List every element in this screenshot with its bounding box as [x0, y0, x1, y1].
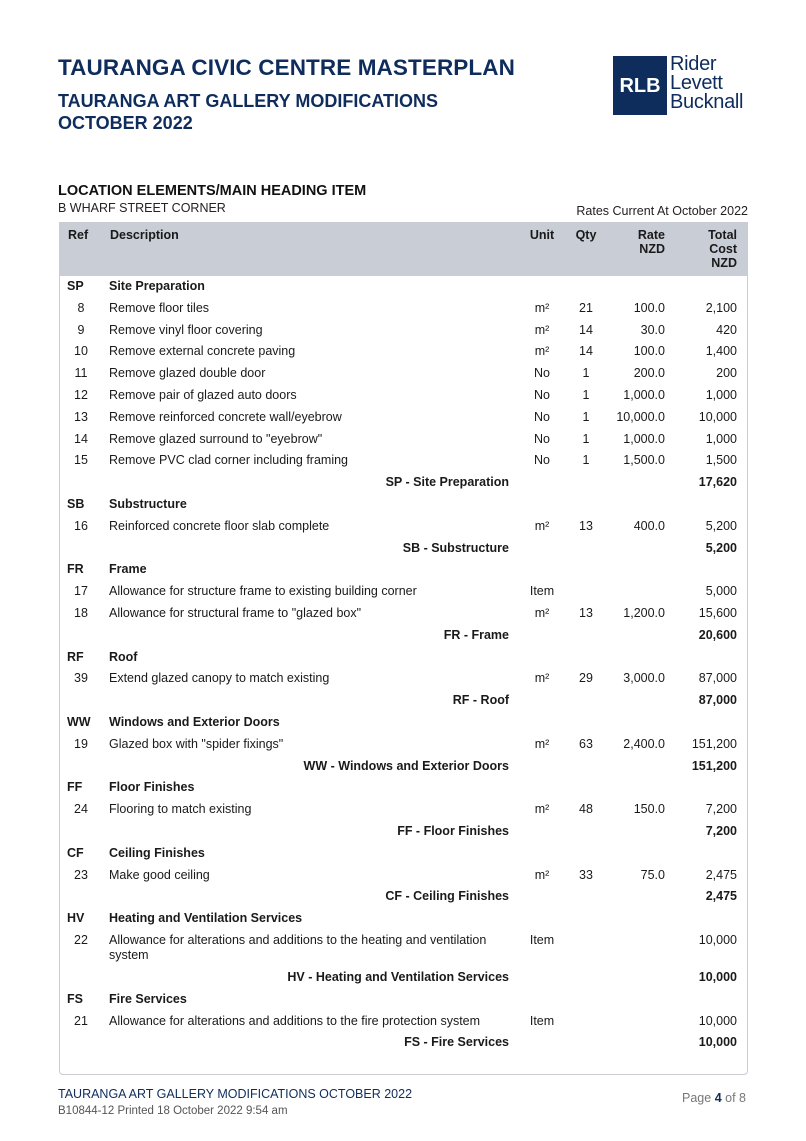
empty-cell	[60, 472, 102, 494]
empty-cell	[673, 843, 747, 865]
empty-cell	[605, 908, 673, 930]
empty-cell	[517, 690, 567, 712]
item-qty: 21	[579, 300, 593, 315]
empty-cell	[517, 559, 567, 581]
item-total: 10,000	[698, 932, 737, 947]
item-description: Extend glazed canopy to match existing	[109, 671, 330, 686]
empty-cell	[605, 756, 673, 778]
group-name: Floor Finishes	[109, 780, 195, 795]
item-description: Allowance for alterations and additions to the fire protection system	[109, 1013, 481, 1028]
table-row	[60, 320, 747, 342]
empty-cell	[60, 967, 102, 989]
item-qty: 1	[582, 387, 590, 402]
empty-cell	[605, 276, 673, 298]
group-header-row	[60, 908, 747, 930]
item-unit: Item	[529, 584, 555, 599]
table-row	[60, 363, 747, 385]
subtotal-label: WW - Windows and Exterior Doors	[303, 758, 509, 773]
table-body	[60, 276, 747, 1054]
item-total: 10,000	[698, 1013, 737, 1028]
table-row	[60, 385, 747, 407]
group-code: FF	[67, 780, 83, 795]
col-rate	[605, 223, 673, 276]
empty-cell	[673, 647, 747, 669]
item-rate: 10,000.0	[616, 409, 665, 424]
empty-cell	[567, 989, 605, 1011]
col-rate-l2: NZD	[639, 242, 665, 256]
empty-cell	[605, 538, 673, 560]
subtotal-row	[60, 821, 747, 843]
empty-cell	[605, 625, 673, 647]
footer-doc-title: TAURANGA ART GALLERY MODIFICATIONS OCTOBER 2022	[58, 1087, 413, 1101]
table-row	[60, 516, 747, 538]
item-rate: 1,000.0	[623, 387, 665, 402]
empty-cell	[60, 690, 102, 712]
subtotal-label: SB - Substructure	[402, 540, 509, 555]
group-code: FR	[67, 562, 84, 577]
group-header-row	[60, 276, 747, 298]
logo-line-2: Levett	[670, 72, 723, 94]
empty-cell	[517, 625, 567, 647]
page-current: 4	[714, 1091, 722, 1105]
subtitle-line-2: OCTOBER 2022	[58, 113, 193, 133]
empty-cell	[517, 647, 567, 669]
group-code: SB	[67, 496, 85, 511]
item-qty	[567, 1011, 605, 1033]
empty-cell	[517, 989, 567, 1011]
empty-cell	[567, 756, 605, 778]
group-header-row	[60, 777, 747, 799]
empty-cell	[517, 777, 567, 799]
group-name: Fire Services	[109, 991, 187, 1006]
subtotal-row	[60, 886, 747, 908]
group-name: Heating and Ventilation Services	[109, 911, 303, 926]
item-unit: m²	[534, 322, 550, 337]
subtotal-row	[60, 472, 747, 494]
item-qty	[567, 930, 605, 967]
col-rate-l1: Rate	[637, 228, 665, 242]
item-ref: 13	[74, 409, 88, 424]
item-ref: 8	[77, 300, 85, 315]
item-ref: 23	[74, 867, 88, 882]
empty-cell	[567, 967, 605, 989]
empty-cell	[517, 886, 567, 908]
group-code: SP	[67, 279, 84, 293]
col-qty: Qty	[575, 228, 597, 242]
item-qty: 63	[579, 736, 593, 751]
page-number	[682, 1091, 746, 1105]
report-subtitle	[58, 90, 438, 134]
item-rate: 1,200.0	[623, 605, 665, 620]
item-total: 420	[716, 322, 737, 337]
item-ref: 16	[74, 518, 88, 533]
subtotal-label: FF - Floor Finishes	[397, 823, 509, 838]
subtotal-value: 10,000	[698, 969, 737, 984]
group-name: Windows and Exterior Doors	[109, 714, 280, 729]
item-description: Reinforced concrete floor slab complete	[109, 518, 330, 533]
item-unit: No	[534, 409, 550, 424]
item-total: 200	[716, 366, 737, 381]
item-qty: 1	[582, 431, 590, 446]
group-code: WW	[67, 714, 91, 729]
empty-cell	[567, 777, 605, 799]
item-ref: 15	[74, 453, 88, 468]
item-ref: 17	[74, 584, 88, 599]
rlb-logo	[613, 53, 753, 118]
col-total-l2: NZD	[711, 256, 737, 270]
empty-cell	[605, 472, 673, 494]
item-ref: 39	[74, 671, 88, 686]
item-ref: 24	[74, 802, 88, 817]
item-total: 87,000	[698, 671, 737, 686]
item-description: Flooring to match existing	[109, 802, 252, 817]
cost-table	[60, 223, 747, 1054]
table-row	[60, 407, 747, 429]
empty-cell	[673, 989, 747, 1011]
item-rate	[605, 1011, 673, 1033]
empty-cell	[517, 712, 567, 734]
item-description: Allowance for structure frame to existing building corner	[109, 584, 417, 599]
table-row	[60, 429, 747, 451]
logo-wordmark	[670, 55, 743, 112]
empty-cell	[567, 494, 605, 516]
item-total: 1,000	[705, 431, 737, 446]
group-name: Roof	[109, 649, 138, 664]
item-qty: 1	[582, 409, 590, 424]
item-description: Remove reinforced concrete wall/eyebrow	[109, 409, 342, 424]
logo-line-1: Rider	[670, 53, 717, 75]
subtotal-value: 7,200	[705, 823, 737, 838]
logo-line-3: Bucknall	[670, 91, 744, 113]
report-title: TAURANGA CIVIC CENTRE MASTERPLAN	[58, 55, 515, 80]
empty-cell	[605, 989, 673, 1011]
table-row	[60, 734, 747, 756]
item-qty: 14	[579, 322, 593, 337]
empty-cell	[517, 538, 567, 560]
item-description: Remove glazed double door	[109, 366, 266, 381]
item-rate: 3,000.0	[623, 671, 665, 686]
empty-cell	[567, 843, 605, 865]
item-rate: 1,500.0	[623, 453, 665, 468]
footer-print-info: B10844-12 Printed 18 October 2022 9:54 am	[58, 1105, 288, 1117]
empty-cell	[60, 821, 102, 843]
subtotal-row	[60, 967, 747, 989]
item-total: 15,600	[698, 605, 737, 620]
empty-cell	[567, 712, 605, 734]
empty-cell	[605, 690, 673, 712]
item-rate: 400.0	[633, 518, 665, 533]
item-unit: m²	[534, 300, 550, 315]
empty-cell	[673, 712, 747, 734]
item-unit: No	[534, 453, 550, 468]
item-unit: No	[534, 387, 550, 402]
table-header-row	[60, 223, 747, 276]
subtotal-row	[60, 1032, 747, 1054]
subtotal-row	[60, 756, 747, 778]
item-total: 10,000	[698, 409, 737, 424]
subtotal-value: 2,475	[705, 889, 737, 904]
table-row	[60, 1011, 747, 1033]
item-ref: 14	[74, 431, 88, 446]
empty-cell	[517, 472, 567, 494]
subtotal-value: 20,600	[698, 627, 737, 642]
empty-cell	[605, 967, 673, 989]
empty-cell	[60, 756, 102, 778]
item-rate: 150.0	[633, 802, 665, 817]
empty-cell	[517, 756, 567, 778]
item-description: Remove floor tiles	[109, 300, 210, 315]
item-ref: 9	[77, 322, 85, 337]
item-qty: 29	[579, 671, 593, 686]
item-qty: 33	[579, 867, 593, 882]
item-qty: 1	[582, 366, 590, 381]
empty-cell	[517, 967, 567, 989]
subtotal-label: CF - Ceiling Finishes	[385, 889, 509, 904]
item-description: Make good ceiling	[109, 867, 210, 882]
item-ref: 22	[74, 932, 88, 947]
empty-cell	[60, 886, 102, 908]
rates-note: Rates Current At October 2022	[576, 204, 748, 218]
item-ref: 19	[74, 736, 88, 751]
empty-cell	[517, 1032, 567, 1054]
section-subheading: B WHARF STREET CORNER	[58, 201, 226, 215]
empty-cell	[567, 690, 605, 712]
col-unit: Unit	[529, 228, 555, 242]
item-unit: m²	[534, 344, 550, 359]
empty-cell	[567, 908, 605, 930]
page-prefix: Page	[682, 1091, 712, 1105]
table-row	[60, 581, 747, 603]
empty-cell	[605, 777, 673, 799]
item-qty: 1	[582, 453, 590, 468]
group-header-row	[60, 712, 747, 734]
subtotal-value: 151,200	[691, 758, 737, 773]
item-unit: m²	[534, 736, 550, 751]
item-rate	[605, 930, 673, 967]
group-header-row	[60, 989, 747, 1011]
item-ref: 18	[74, 605, 88, 620]
subtotal-label: RF - Roof	[452, 693, 509, 708]
empty-cell	[567, 472, 605, 494]
group-header-row	[60, 494, 747, 516]
empty-cell	[567, 276, 605, 298]
item-description: Glazed box with "spider fixings"	[109, 736, 284, 751]
item-rate: 75.0	[640, 867, 665, 882]
empty-cell	[673, 908, 747, 930]
col-total-l1: Total Cost	[708, 228, 737, 256]
empty-cell	[567, 821, 605, 843]
item-qty: 13	[579, 518, 593, 533]
empty-cell	[605, 843, 673, 865]
empty-cell	[567, 886, 605, 908]
col-total	[673, 223, 747, 276]
item-description: Remove pair of glazed auto doors	[109, 387, 297, 402]
subtotal-value: 87,000	[698, 693, 737, 708]
logo-abbr: RLB	[613, 56, 667, 115]
subtotal-label: FR - Frame	[443, 627, 509, 642]
empty-cell	[605, 559, 673, 581]
group-code: RF	[67, 649, 84, 664]
empty-cell	[517, 908, 567, 930]
empty-cell	[517, 494, 567, 516]
item-unit: m²	[534, 605, 550, 620]
empty-cell	[605, 821, 673, 843]
item-total: 2,100	[705, 300, 737, 315]
empty-cell	[60, 625, 102, 647]
subtotal-row	[60, 625, 747, 647]
section-heading: LOCATION ELEMENTS/MAIN HEADING ITEM	[58, 183, 367, 199]
group-header-row	[60, 843, 747, 865]
col-description: Description	[110, 228, 179, 242]
empty-cell	[517, 276, 567, 298]
item-unit: m²	[534, 802, 550, 817]
item-qty: 48	[579, 802, 593, 817]
item-rate	[605, 581, 673, 603]
item-qty: 13	[579, 605, 593, 620]
empty-cell	[567, 647, 605, 669]
col-ref: Ref	[68, 228, 89, 242]
subtotal-row	[60, 690, 747, 712]
table-row	[60, 799, 747, 821]
item-total: 7,200	[705, 802, 737, 817]
item-unit: m²	[534, 671, 550, 686]
empty-cell	[673, 276, 747, 298]
subtotal-value: 5,200	[705, 540, 737, 555]
empty-cell	[567, 538, 605, 560]
empty-cell	[567, 625, 605, 647]
item-total: 151,200	[691, 736, 737, 751]
group-code: FS	[67, 991, 83, 1006]
table-row	[60, 450, 747, 472]
item-total: 2,475	[705, 867, 737, 882]
group-name: Ceiling Finishes	[109, 845, 205, 860]
item-total: 1,500	[705, 453, 737, 468]
group-code: CF	[67, 845, 84, 860]
item-total: 1,400	[705, 344, 737, 359]
subtotal-value: 10,000	[698, 1035, 737, 1050]
item-ref: 12	[74, 387, 88, 402]
item-rate: 100.0	[633, 300, 665, 315]
item-qty	[567, 581, 605, 603]
item-description: Allowance for structural frame to "glazed box"	[109, 605, 362, 620]
page-total: 8	[739, 1091, 746, 1105]
empty-cell	[605, 886, 673, 908]
subtotal-row	[60, 538, 747, 560]
group-code: HV	[67, 911, 85, 926]
empty-cell	[673, 559, 747, 581]
empty-cell	[567, 559, 605, 581]
item-description: Remove PVC clad corner including framing	[109, 453, 348, 468]
empty-cell	[605, 647, 673, 669]
table-row	[60, 341, 747, 363]
empty-cell	[517, 821, 567, 843]
table-row	[60, 865, 747, 887]
table-row	[60, 930, 747, 967]
item-description: Remove external concrete paving	[109, 344, 296, 359]
item-unit: No	[534, 366, 550, 381]
empty-cell	[605, 1032, 673, 1054]
group-header-row	[60, 559, 747, 581]
subtotal-value: 17,620	[698, 475, 737, 490]
empty-cell	[605, 494, 673, 516]
item-description: Remove vinyl floor covering	[109, 322, 263, 337]
item-rate: 100.0	[633, 344, 665, 359]
item-rate: 2,400.0	[623, 736, 665, 751]
subtotal-label: HV - Heating and Ventilation Services	[287, 969, 509, 984]
table-row	[60, 298, 747, 320]
item-ref: 21	[74, 1013, 88, 1028]
group-name: Substructure	[109, 496, 187, 511]
empty-cell	[60, 538, 102, 560]
item-unit: Item	[529, 932, 555, 947]
subtotal-label: SP - Site Preparation	[385, 475, 509, 490]
group-name: Frame	[109, 562, 147, 577]
item-unit: m²	[534, 867, 550, 882]
subtotal-label: FS - Fire Services	[404, 1035, 509, 1050]
item-description: Allowance for alterations and additions to the heating and ventilation system	[109, 932, 487, 962]
item-total: 1,000	[705, 387, 737, 402]
page-of: of	[725, 1091, 736, 1105]
group-name: Site Preparation	[109, 279, 205, 293]
table-row	[60, 603, 747, 625]
item-rate: 30.0	[640, 322, 665, 337]
empty-cell	[517, 843, 567, 865]
item-total: 5,200	[705, 518, 737, 533]
item-qty: 14	[579, 344, 593, 359]
item-total: 5,000	[705, 584, 737, 599]
item-unit: No	[534, 431, 550, 446]
item-rate: 1,000.0	[623, 431, 665, 446]
empty-cell	[605, 712, 673, 734]
table-row	[60, 668, 747, 690]
subtitle-line-1: TAURANGA ART GALLERY MODIFICATIONS	[58, 91, 438, 111]
item-ref: 10	[74, 344, 88, 359]
item-unit: m²	[534, 518, 550, 533]
empty-cell	[567, 1032, 605, 1054]
empty-cell	[60, 1032, 102, 1054]
item-ref: 11	[74, 366, 88, 381]
item-rate: 200.0	[633, 366, 665, 381]
empty-cell	[673, 777, 747, 799]
group-header-row	[60, 647, 747, 669]
empty-cell	[673, 494, 747, 516]
item-description: Remove glazed surround to "eyebrow"	[109, 431, 323, 446]
item-unit: Item	[529, 1013, 555, 1028]
